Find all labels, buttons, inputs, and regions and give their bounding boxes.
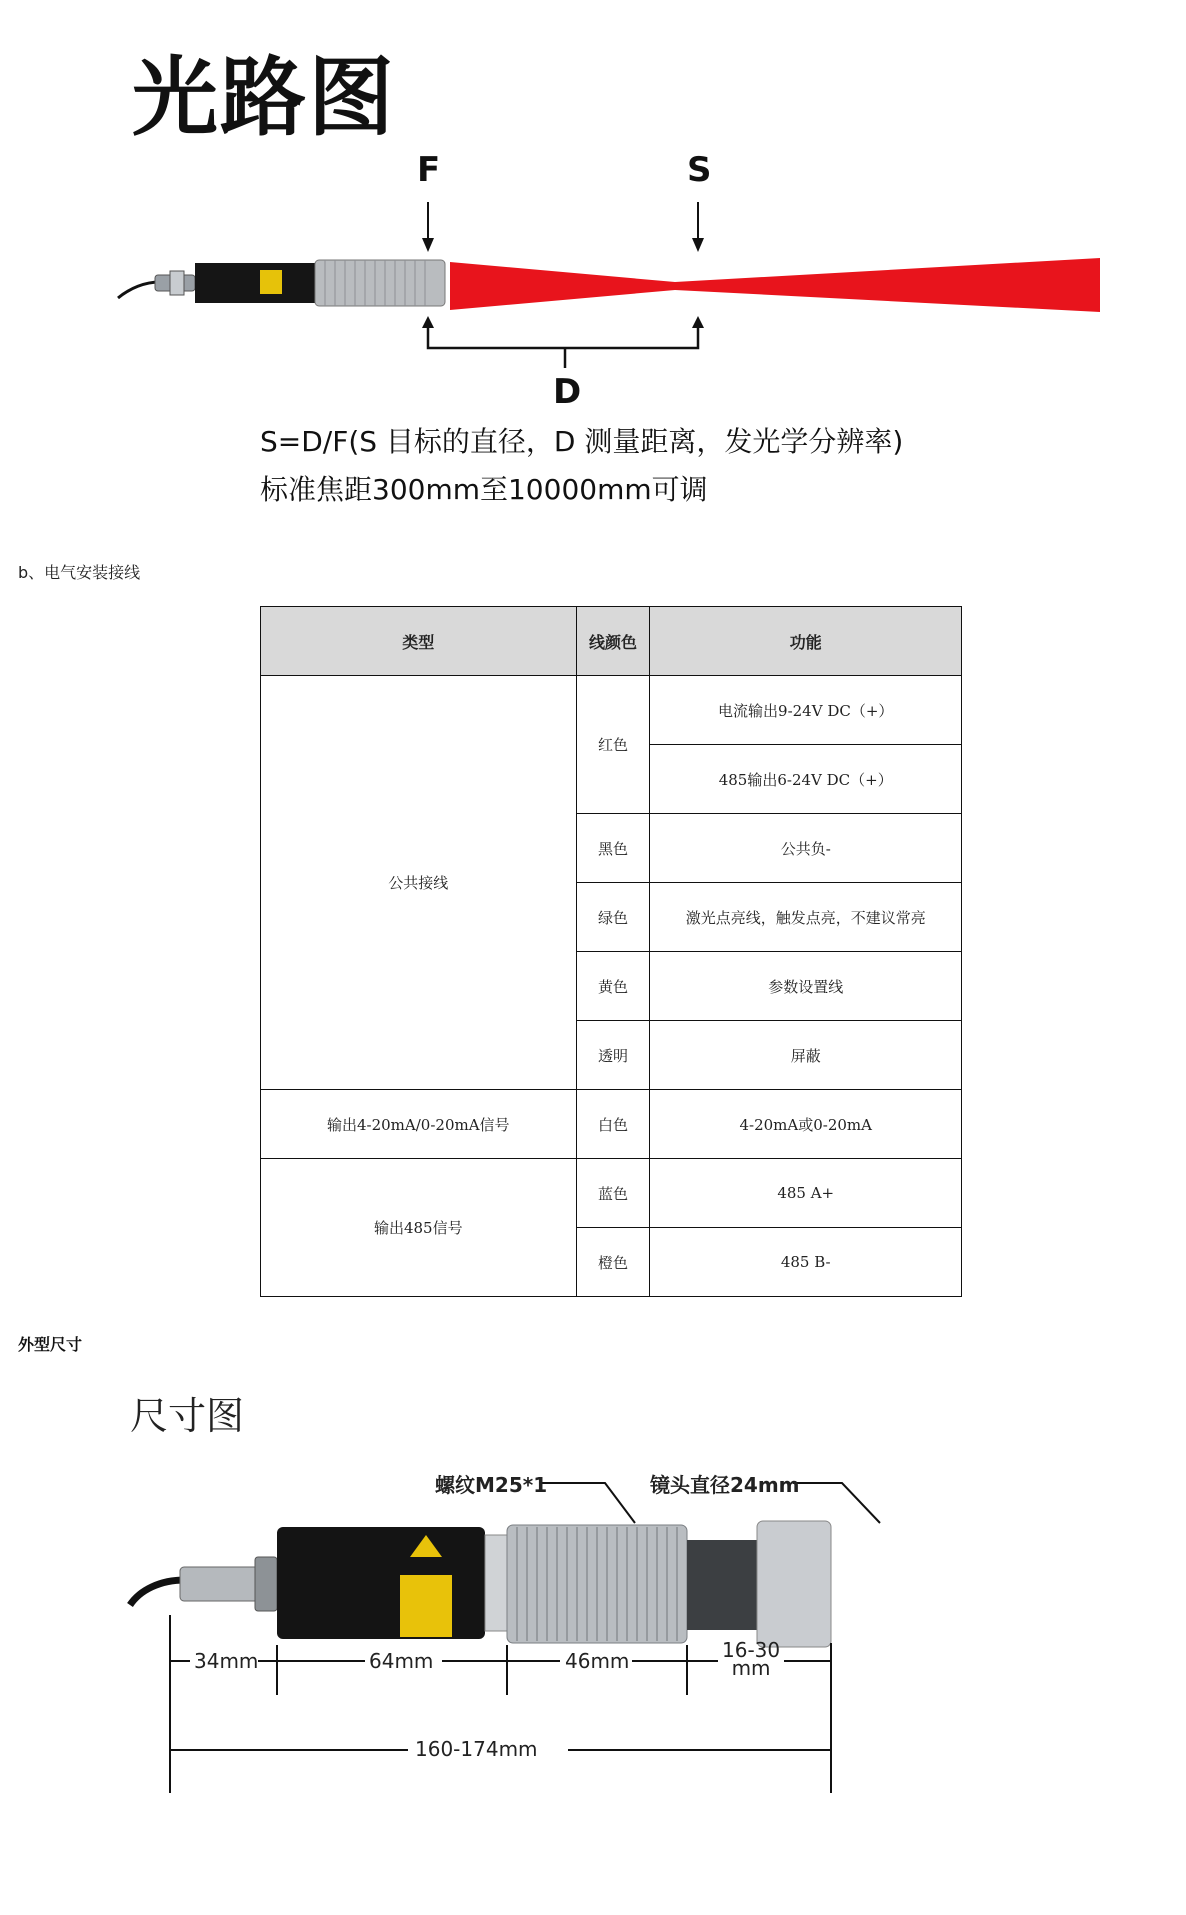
thread-callout-line (540, 1483, 635, 1523)
header-wire-color: 线颜色 (576, 607, 650, 676)
header-function: 功能 (650, 607, 962, 676)
type-cell: 公共接线 (261, 676, 577, 1090)
table-row (261, 1159, 962, 1228)
laser-warning-label (260, 270, 282, 294)
color-cell: 白色 (576, 1090, 650, 1159)
thread-label: 螺纹M25*1 (435, 1473, 548, 1497)
function-cell: 4-20mA或0-20mA (650, 1090, 962, 1159)
color-cell: 绿色 (576, 883, 650, 952)
color-cell: 透明 (576, 1021, 650, 1090)
dim-16-30mm (722, 1638, 781, 1680)
lens-callout-line (793, 1483, 880, 1523)
dimensions-section-heading: 外型尺寸 (18, 1335, 83, 1354)
optical-path-diagram (110, 20, 1115, 528)
dim-46mm: 46mm (565, 1649, 630, 1673)
dim-64mm: 64mm (369, 1649, 434, 1673)
sensor-cable (118, 282, 160, 298)
function-cell: 485输出6-24V DC（+） (650, 745, 962, 814)
header-type: 类型 (261, 607, 577, 676)
color-cell: 橙色 (576, 1228, 650, 1297)
connector-nut (170, 271, 184, 295)
type-cell: 输出4-20mA/0-20mA信号 (261, 1090, 577, 1159)
dim-16-30-unit: mm (731, 1656, 771, 1680)
d-bracket (428, 320, 698, 348)
lens-cap (757, 1521, 831, 1647)
function-cell: 485 B- (650, 1228, 962, 1297)
sensor-body (277, 1527, 485, 1639)
dim-16-30-value: 16-30 (722, 1638, 781, 1662)
dimension-drawing (110, 1375, 1010, 1825)
label-s: S (687, 150, 712, 190)
focus-thread (687, 1540, 757, 1630)
dimension-svg (110, 1375, 1010, 1825)
dim-total: 160-174mm (415, 1737, 538, 1761)
table-row (261, 1090, 962, 1159)
table-row (261, 676, 962, 745)
laser-warning-label (400, 1575, 452, 1637)
label-d: D (553, 372, 582, 412)
function-cell: 485 A+ (650, 1159, 962, 1228)
color-cell: 黑色 (576, 814, 650, 883)
function-cell: 参数设置线 (650, 952, 962, 1021)
dim-34mm: 34mm (194, 1649, 259, 1673)
sensor-cable (130, 1580, 185, 1605)
lens-diameter-label: 镜头直径24mm (650, 1473, 800, 1497)
optical-path-title: 光路图 (132, 48, 396, 148)
label-f: F (417, 150, 441, 190)
color-cell: 黄色 (576, 952, 650, 1021)
function-cell: 电流输出9-24V DC（+） (650, 676, 962, 745)
function-cell: 公共负- (650, 814, 962, 883)
wiring-table (260, 606, 962, 1297)
type-cell: 输出485信号 (261, 1159, 577, 1297)
focus-range-note: 标准焦距300mm至10000mm可调 (260, 473, 708, 506)
sensor-body (195, 263, 315, 303)
dimension-title: 尺寸图 (130, 1394, 245, 1438)
function-cell: 屏蔽 (650, 1021, 962, 1090)
electrical-section-heading: b、电气安装接线 (18, 563, 141, 582)
function-cell: 激光点亮线，触发点亮，不建议常亮 (650, 883, 962, 952)
resolution-formula: S=D/F(S 目标的直径，D 测量距离，发光学分辨率) (260, 425, 904, 458)
table-header-row (261, 607, 962, 676)
laser-beam (450, 258, 1100, 312)
color-cell: 蓝色 (576, 1159, 650, 1228)
color-cell: 红色 (576, 676, 650, 814)
